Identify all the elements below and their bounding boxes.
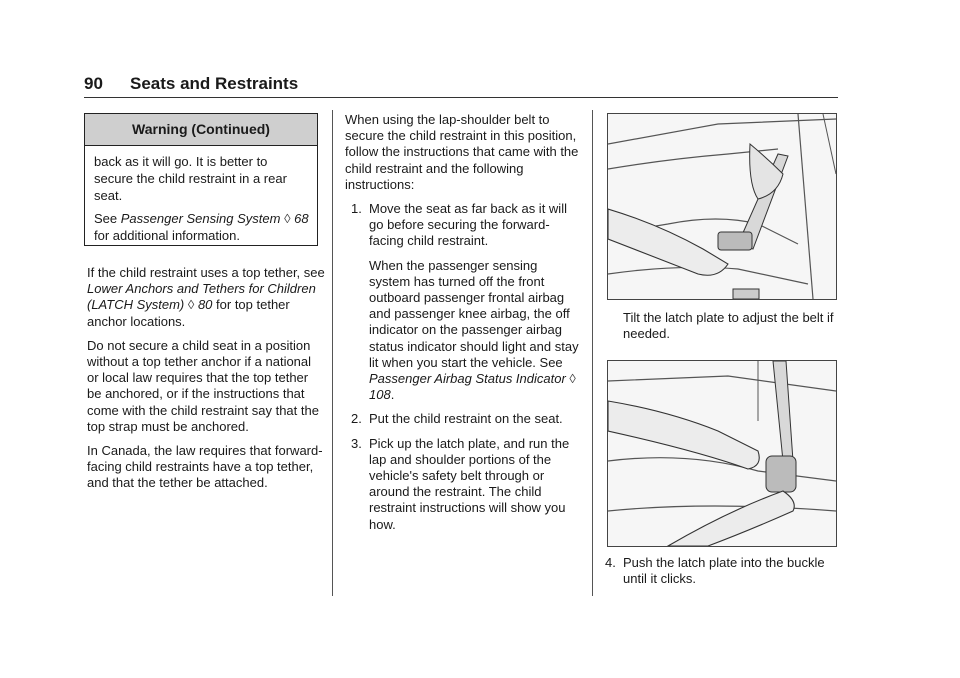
- section-title: Seats and Restraints: [130, 74, 299, 93]
- page-ref-icon: ◊: [569, 371, 576, 387]
- column-3-text: [605, 555, 835, 595]
- page-header: [84, 66, 838, 98]
- latch-system-link[interactable]: Lower Anchors and Tethers for Children (LATCH System): [87, 281, 316, 313]
- page-ref-icon: ◊: [187, 297, 195, 313]
- list-item-step-4: [605, 555, 835, 587]
- paragraph-no-tether: Do not secure a child seat in a position without a top tether anchor if a national or local law requires that the top tether be anchored, or if the instructions that come with the child restraint say that the top strap must be anchored.: [87, 337, 319, 434]
- step-number: 4.: [605, 555, 616, 570]
- warning-box: [84, 113, 318, 246]
- illustration-latch-plate: [607, 113, 837, 300]
- airbag-status-link[interactable]: Passenger Airbag Status Indicator: [369, 371, 566, 387]
- page-ref-108[interactable]: 108: [369, 387, 391, 403]
- warning-title: Warning (Continued): [85, 114, 317, 146]
- list-item-step-3: [351, 436, 579, 533]
- column-2-text: [345, 112, 579, 541]
- step-number: 1.: [351, 201, 362, 217]
- paragraph-top-tether: If the child restraint uses a top tether, see Lower Anchors and Tethers for Children (LATCH System) ◊ 80 for top tether anchor locations.: [87, 265, 325, 329]
- step-1-note: When the passenger sensing system has turned off the front outboard passenger frontal airbag and passenger knee airbag, the off indicator on the passenger airbag status indicator should light and stay lit when you start the vehicle. See Passenger Airbag Status Indicator ◊ 108.: [369, 257, 579, 403]
- paragraph-intro: When using the lap-shoulder belt to secure the child restraint in this position, follow the instructions that came with the child restraint and the following instructions:: [345, 112, 579, 192]
- step-number: 3.: [351, 435, 362, 451]
- list-item-step-1: [351, 201, 579, 250]
- latch-plate-drawing: [608, 114, 836, 299]
- column-divider-2: [592, 110, 593, 596]
- warning-body: [85, 146, 317, 244]
- list-item-step-2: [351, 411, 579, 427]
- paragraph-canada: In Canada, the law requires that forward-facing child restraints have a top tether, and that the tether be attached.: [87, 443, 323, 491]
- caption-tilt-latch: Tilt the latch plate to adjust the belt if needed.: [623, 310, 834, 342]
- step-text: Put the child restraint on the seat.: [369, 411, 563, 427]
- column-1-text: [87, 265, 325, 500]
- buckle-drawing: [608, 361, 836, 546]
- step-number: 2.: [351, 411, 362, 427]
- warning-text: back as it will go. It is better to secure the child restraint in a rear seat.: [94, 154, 287, 203]
- page-ref-68[interactable]: 68: [294, 211, 309, 226]
- page-ref-80[interactable]: 80: [197, 297, 213, 313]
- step-text: Move the seat as far back as it will go before securing the forward-facing child restraint.: [369, 201, 567, 249]
- step-text: Push the latch plate into the buckle until it clicks.: [623, 555, 825, 587]
- step-text: Pick up the latch plate, and run the lap and shoulder portions of the vehicle's safety belt through or around the restraint. The child restraint instructions will show you how.: [369, 435, 570, 532]
- illustration-buckle: [607, 360, 837, 547]
- page-number: 90: [84, 74, 103, 93]
- warning-see: See Passenger Sensing System ◊ 68 for additional information.: [94, 211, 309, 243]
- page-ref-icon: ◊: [284, 211, 291, 226]
- passenger-sensing-link[interactable]: Passenger Sensing System: [120, 211, 281, 226]
- column-divider-1: [332, 110, 333, 596]
- header-rule: [84, 97, 838, 98]
